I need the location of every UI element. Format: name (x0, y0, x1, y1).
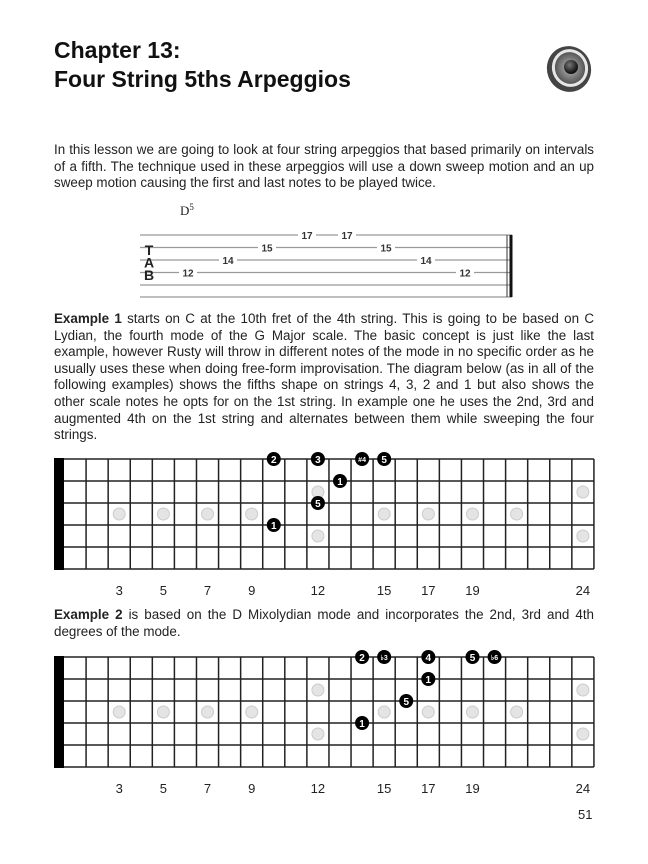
fret-number-label: 7 (203, 781, 212, 796)
example1-text: starts on C at the 10th fret of the 4th string. This is going to be based on C Lydian, the fourth mode of the G Major scale. The basic concept is just like the last example, however Rusty will throw in different notes of the mode in no specific order as he usually uses these when doing free-form improvisation. The diagram below (as in all of the following examples) shows the fifths shape on strings 4, 3, 2 and 1 but also shows the other scale notes he opts for on the 1st string. In example one he uses the 2nd, 3rd and augmented 4th on the 1st string and alternates between them while sweeping the four strings. (54, 311, 594, 443)
speaker-icon[interactable] (541, 42, 597, 94)
tab-note: 15 (261, 243, 273, 255)
tab-clef-letter: A (143, 254, 155, 271)
inlay-dot (113, 706, 125, 718)
tab-note: 17 (341, 231, 353, 242)
inlay-dot (511, 706, 523, 718)
fret-number-label: 7 (203, 583, 212, 598)
example2-label: Example 2 (54, 607, 123, 622)
note-interval-label: #4 (358, 457, 366, 464)
nut (54, 656, 64, 768)
fret-number-label: 3 (115, 583, 123, 598)
inlay-dot (466, 508, 478, 520)
tab-clef-letter: B (143, 267, 155, 283)
chapter-number: Chapter 13: (54, 37, 181, 63)
inlay-dot (422, 706, 434, 718)
inlay-dot (113, 508, 125, 520)
note-interval-label: 1 (337, 477, 343, 488)
note-interval-label: 3 (315, 455, 321, 466)
fret-number-label: 17 (421, 583, 436, 598)
inlay-dot (246, 508, 258, 520)
tab-note: 14 (222, 256, 234, 267)
inlay-dot (202, 508, 214, 520)
inlay-dot (246, 706, 258, 718)
inlay-dot (511, 508, 523, 520)
fret-number-label: 24 (575, 583, 591, 598)
chord-name: $D^5$ (180, 202, 194, 218)
note-interval-label: 5 (315, 499, 321, 510)
note-interval-label: 1 (359, 719, 365, 730)
tab-note: 14 (420, 256, 432, 267)
example2-text: is based on the D Mixolydian mode and incorporates the 2nd, 3rd and 4th degrees of the mode. (54, 607, 594, 639)
example1-paragraph (54, 311, 594, 444)
intro-paragraph: In this lesson we are going to look at four string arpeggios that based primarily on intervals of a fifth. The technique used in these arpeggios will use a down sweep motion and an up sweep motion causing the first and last notes to be played twice. (54, 142, 594, 191)
fret-number-label: 5 (159, 781, 167, 796)
inlay-dot (378, 508, 390, 520)
tab-note: 12 (182, 268, 194, 280)
note-interval-label: 1 (270, 521, 277, 532)
note-interval-label: 2 (359, 653, 365, 664)
fret-number-label: 3 (115, 781, 123, 796)
tab-note: 15 (380, 243, 392, 255)
inlay-dot (577, 486, 589, 498)
page-number: 51 (578, 807, 593, 822)
inlay-dot (577, 684, 589, 696)
tab-note: 17 (301, 231, 313, 242)
example2-paragraph (54, 607, 594, 640)
inlay-dot (202, 706, 214, 718)
note-interval-label: 2 (270, 455, 277, 466)
note-interval-label: 5 (469, 653, 476, 664)
inlay-dot (378, 706, 390, 718)
fret-number-label: 9 (248, 583, 256, 598)
fret-number-label: 24 (575, 781, 591, 796)
inlay-dot (466, 706, 478, 718)
fretboard-example1 (0, 445, 648, 605)
inlay-dot (312, 530, 324, 542)
inlay-dot (312, 728, 324, 740)
tab-note: 12 (459, 268, 471, 280)
tablature (0, 195, 648, 305)
fret-number-label: 15 (376, 781, 392, 796)
chord-superscript: 5 (189, 202, 194, 212)
inlay-dot (157, 706, 169, 718)
fret-number-label: 9 (248, 781, 256, 796)
inlay-dot (422, 508, 434, 520)
chapter-title (54, 36, 351, 94)
note-interval-label: 1 (425, 675, 432, 686)
fret-number-label: 5 (159, 583, 167, 598)
inlay-dot (312, 684, 324, 696)
note-interval-label: 4 (425, 653, 432, 664)
note-interval-label: 5 (381, 455, 387, 466)
inlay-dot (577, 728, 589, 740)
fret-number-label: 15 (376, 583, 392, 598)
example1-label: Example 1 (54, 311, 122, 326)
tab-clef-letter: T (144, 242, 154, 258)
note-interval-label: ♭6 (490, 655, 499, 662)
fret-number-label: 19 (465, 781, 480, 796)
fret-number-label: 17 (421, 781, 436, 796)
nut (54, 458, 64, 570)
fretboard-example2 (0, 643, 648, 803)
fret-number-label: 12 (310, 583, 326, 598)
inlay-dot (577, 530, 589, 542)
note-interval-label: 5 (403, 697, 410, 708)
chapter-name: Four String 5ths Arpeggios (54, 66, 351, 92)
fret-number-label: 12 (310, 781, 326, 796)
inlay-dot (157, 508, 169, 520)
note-interval-label: ♭3 (380, 655, 388, 662)
fret-number-label: 19 (465, 583, 480, 598)
